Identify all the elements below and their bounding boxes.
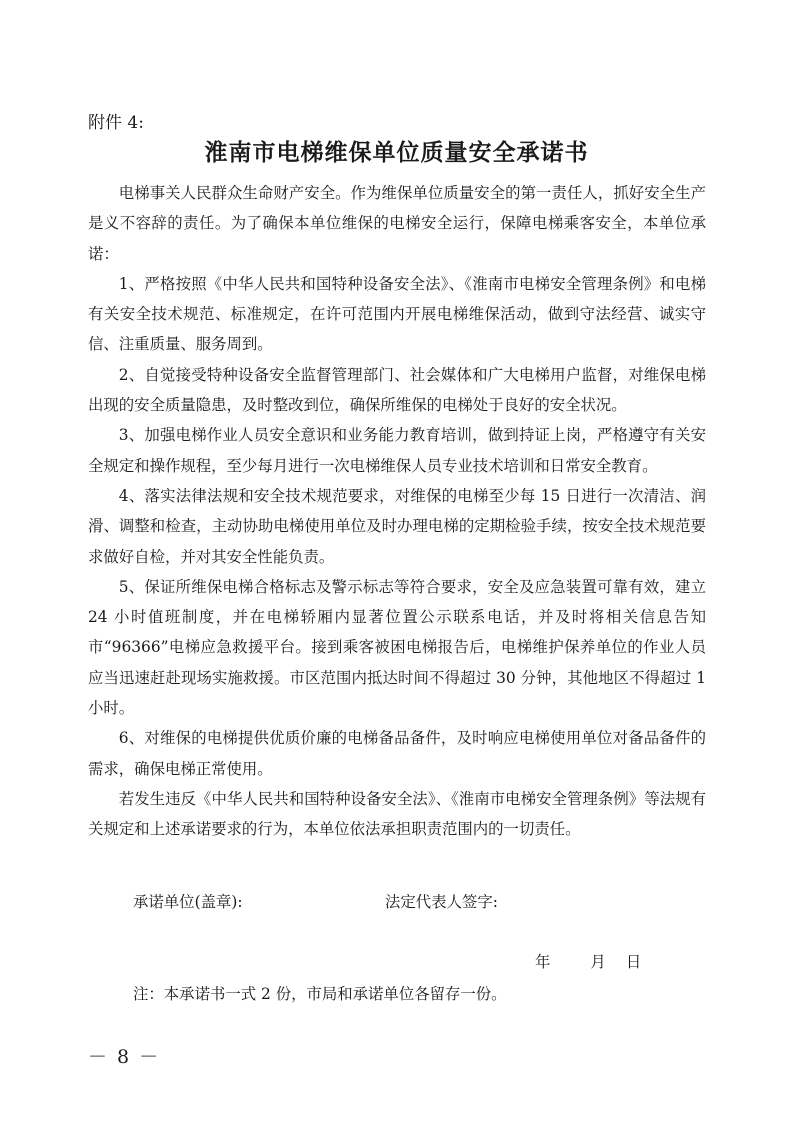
legal-representative-label: 法定代表人签字:: [385, 893, 498, 911]
commitment-item-1: 1、严格按照《中华人民共和国特种设备安全法》、《淮南市电梯安全管理条例》和电梯有关安全技术规范、标准规定，在许可范围内开展电梯维保活动，做到守法经营、诚实守信、注重质量、服务周到。: [88, 274, 706, 354]
document-title: 淮南市电梯维保单位质量安全承诺书: [204, 139, 589, 166]
intro-paragraph: 电梯事关人民群众生命财产安全。作为维保单位质量安全的第一责任人，抓好安全生产是义不容辞的责任。为了确保本单位维保的电梯安全运行，保障电梯乘客安全，本单位承诺：: [88, 184, 706, 263]
commitment-item-4: 4、落实法律法规和安全技术规范要求，对维保的电梯至少每 15 日进行一次清洁、润滑、调整和检查，主动协助电梯使用单位及时办理电梯的定期检验手续，按安全技术规范要求做好自检，并对其安全性能负责。: [88, 486, 706, 566]
note-text: 注：本承诺书一式 2 份，市局和承诺单位各留存一份。: [133, 985, 507, 1003]
page-number: － 8 －: [88, 1046, 161, 1068]
commitment-item-6: 6、对维保的电梯提供优质价廉的电梯备品备件，及时响应电梯使用单位对备品备件的需求，确保电梯正常使用。: [88, 729, 706, 778]
document-body: [88, 178, 706, 845]
date-year: 年: [535, 953, 551, 971]
commitment-item-2: 2、自觉接受特种设备安全监督管理部门、社会媒体和广大电梯用户监督，对维保电梯出现的安全质量隐患，及时整改到位，确保所维保的电梯处于良好的安全状况。: [88, 365, 706, 415]
committing-unit-label: 承诺单位(盖章):: [133, 893, 243, 911]
commitment-item-5: 5、保证所维保电梯合格标志及警示标志等符合要求，安全及应急装置可靠有效，建立 24 小时值班制度，并在电梯轿厢内显著位置公示联系电话，并及时将相关信息告知市“96366”电梯应急救援平台。接到乘客被困电梯报告后，电梯维护保养单位的作业人员应当迅速赶赴现场实施救援。市区范围内抵达时间不得超过 30 分钟，其他地区不得超过 1 小时。: [88, 577, 706, 718]
date-line: [535, 950, 641, 972]
date-month: 月: [590, 953, 606, 971]
date-day: 日: [625, 953, 642, 971]
attachment-label: 附件 4:: [88, 113, 144, 133]
liability-paragraph: 若发生违反《中华人民共和国特种设备安全法》、《淮南市电梯安全管理条例》等法规有关规定和上述承诺要求的行为，本单位依法承担职责范围内的一切责任。: [88, 789, 706, 839]
commitment-item-3: 3、加强电梯作业人员安全意识和业务能力教育培训，做到持证上岗，严格遵守有关安全规定和操作规程，至少每月进行一次电梯维保人员专业技术培训和日常安全教育。: [88, 426, 706, 475]
